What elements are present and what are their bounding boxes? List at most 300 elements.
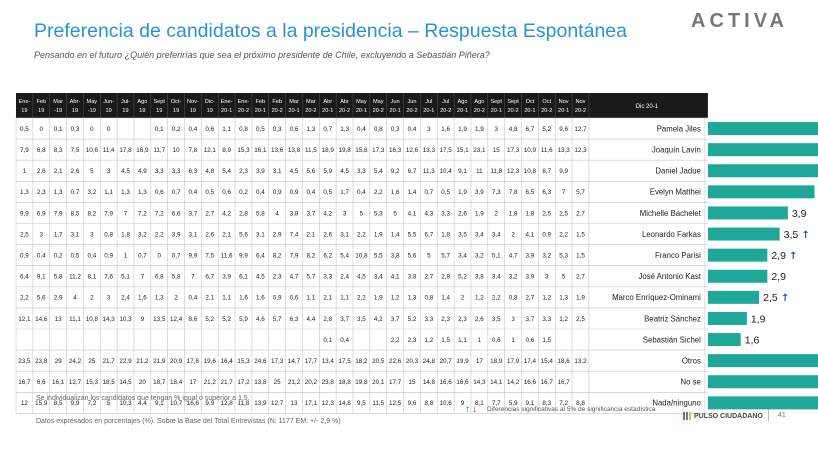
table-cell: 4,5 — [255, 273, 265, 281]
period-header-bottom: 19 — [105, 108, 112, 114]
table-cell: 2,3 — [441, 315, 451, 323]
table-cell: 15,1 — [456, 146, 469, 154]
table-cell: 20,2 — [304, 379, 318, 387]
table-cell: 8,8 — [424, 400, 434, 408]
table-cell: 14,1 — [490, 379, 503, 387]
table-cell: 1,5 — [576, 231, 585, 239]
table-cell: 17,7 — [388, 379, 402, 387]
page-number: 41 — [778, 412, 786, 419]
table-cell: 2,7 — [205, 210, 215, 218]
candidate-name: Leonardo Farkas — [641, 229, 701, 239]
table-cell: 18,4 — [169, 379, 183, 387]
table-cell: 13,9 — [254, 400, 267, 408]
table-cell: 3,9 — [171, 231, 181, 239]
table-cell: 1,7 — [340, 189, 349, 197]
period-header-bottom: -19 — [54, 108, 63, 114]
table-cell: 3,3 — [171, 168, 181, 176]
table-cell: 0,7 — [171, 252, 181, 260]
bar-value-label: 2,5 — [763, 292, 778, 305]
table-cell: 0,6 — [222, 189, 232, 197]
table-cell: 9,9 — [188, 252, 198, 260]
candidate-name: Joaquín Lavín — [651, 145, 701, 155]
period-header-top: Oct — [525, 99, 535, 105]
table-cell: 0,5 — [70, 252, 80, 260]
table-cell: 1,9 — [458, 189, 467, 197]
table-cell: 13,8 — [254, 379, 267, 387]
table-cell: 0 — [157, 252, 161, 260]
table-cell: 4,9 — [137, 168, 147, 176]
table-cell: 0,6 — [289, 294, 299, 302]
table-cell: 7,3 — [491, 189, 501, 197]
table-cell: 19,6 — [203, 357, 216, 365]
table-cell: 17,5 — [338, 357, 351, 365]
table-cell: 17 — [475, 357, 483, 365]
table-cell: 0,4 — [357, 125, 366, 133]
current-bar — [708, 164, 818, 177]
table-cell: 7,4 — [289, 231, 299, 239]
table-cell: 19,8 — [338, 146, 351, 154]
table-cell: 0,5 — [255, 125, 265, 133]
table-cell: 3,5 — [357, 315, 366, 323]
pulso-ciudadano-brand — [683, 412, 763, 420]
footnote-threshold: Se individualizan los candidatos que tengan % igual o superior a 1,5. — [36, 395, 250, 402]
period-header-top: Ene- — [237, 99, 250, 105]
table-cell: 18,9 — [321, 146, 334, 154]
table-cell: 2,2 — [357, 294, 366, 302]
table-cell: 2,2 — [373, 189, 383, 197]
table-cell: 2,2 — [154, 231, 164, 239]
table-cell: 3,9 — [222, 273, 232, 281]
period-header-bottom: 19 — [139, 108, 146, 114]
table-cell: 11,7 — [153, 146, 166, 154]
table-cell: 5,1 — [491, 252, 501, 260]
table-cell: 13,3 — [422, 146, 435, 154]
table-cell: 3,9 — [525, 273, 535, 281]
period-header-top: Jul — [425, 99, 433, 105]
table-cell: 22,6 — [388, 357, 402, 365]
table-cell: 16,1 — [51, 379, 65, 387]
current-bar — [708, 270, 767, 283]
table-cell: 5,6 — [407, 252, 417, 260]
table-cell: 0,6 — [491, 336, 501, 344]
table-cell: 0,2 — [53, 252, 63, 260]
period-header-bottom: 20-1 — [389, 108, 401, 114]
table-cell: 2,6 — [36, 168, 46, 176]
table-cell: 12,8 — [220, 400, 233, 408]
table-cell: 3,4 — [474, 231, 484, 239]
table-cell: 7,8 — [188, 146, 198, 154]
table-cell: 9 — [140, 315, 145, 323]
table-header-bg — [16, 93, 708, 118]
table-cell: 13 — [54, 315, 62, 323]
table-cell: 6,3 — [542, 189, 552, 197]
period-header-top: Nov- — [187, 99, 199, 105]
table-cell: 2,1 — [222, 231, 232, 239]
table-cell: 8,5 — [53, 400, 63, 408]
table-cell: 0,3 — [272, 125, 282, 133]
period-header-bottom: 20-2 — [507, 108, 519, 114]
candidate-name: Michelle Bachelet — [639, 208, 701, 218]
current-period-header: Dic 20-1 — [635, 104, 659, 110]
table-cell: 0,4 — [255, 189, 265, 197]
table-cell: 12,7 — [68, 379, 82, 387]
table-cell: 5,4 — [373, 168, 383, 176]
table-cell: 0,8 — [373, 125, 383, 133]
table-cell: 1,3 — [53, 189, 63, 197]
table-cell: 9,1 — [154, 400, 164, 408]
table-cell: 2,2 — [20, 294, 29, 302]
current-bar — [708, 249, 767, 262]
table-cell: 20,1 — [372, 379, 385, 387]
period-header-bottom: 19 — [21, 108, 28, 114]
table-cell: 1,2 — [390, 294, 400, 302]
table-cell: 17 — [189, 379, 197, 387]
table-cell: 1,9 — [474, 125, 484, 133]
table-cell: 7,2 — [87, 400, 97, 408]
table-cell: 1,1 — [306, 294, 316, 302]
current-bar — [708, 354, 818, 367]
table-cell: 5 — [427, 252, 431, 260]
period-header-bottom: 19 — [189, 108, 197, 114]
table-cell: 18,9 — [490, 357, 503, 365]
table-cell: 16,6 — [186, 400, 200, 408]
table-cell: 1,8 — [121, 231, 130, 239]
table-cell: 6,4 — [20, 273, 29, 281]
table-cell: 5,9 — [508, 400, 518, 408]
table-cell: 2,2 — [357, 231, 366, 239]
period-header-top: Jul- — [121, 99, 131, 105]
table-cell: 2,5 — [576, 315, 585, 323]
table-cell: 1,9 — [373, 231, 383, 239]
current-bar — [708, 206, 788, 219]
page-subtitle: Pensando en el futuro ¿Quién preferirías que sea el próximo presidente de Chile, excluyendo a Sebastián Piñera? — [34, 50, 490, 60]
table-cell: 23,8 — [321, 379, 334, 387]
candidate-name: Daniel Jadue — [655, 166, 701, 176]
table-cell: 8,1 — [87, 273, 97, 281]
table-cell: 2,3 — [272, 273, 282, 281]
table-cell: 1,9 — [474, 210, 484, 218]
table-cell: 12,1 — [18, 315, 31, 323]
candidate-name: Franco Parisi — [654, 250, 701, 260]
significance-up-arrow: ↑ — [801, 229, 810, 241]
table-cell: 2,5 — [542, 210, 552, 218]
period-header-top: Sept — [153, 99, 165, 105]
table-cell: 10,6 — [439, 400, 452, 408]
table-cell: 1 — [477, 336, 482, 344]
table-cell: 0,6 — [289, 125, 299, 133]
table-cell: 2 — [494, 210, 498, 218]
table-cell: 3,1 — [340, 231, 349, 239]
table-cell: 2,6 — [205, 231, 215, 239]
table-cell: 3,9 — [525, 252, 535, 260]
table-cell: 18,5 — [102, 379, 115, 387]
period-header-top: Mar — [289, 99, 299, 105]
table-cell: 8,3 — [542, 400, 552, 408]
table-cell: 9,9 — [20, 210, 29, 218]
table-cell: 6,7 — [205, 273, 215, 281]
table-cell: 16,7 — [540, 379, 553, 387]
table-cell: 6,5 — [525, 189, 535, 197]
table-cell: 2,8 — [441, 273, 451, 281]
table-cell: 25 — [88, 357, 96, 365]
table-cell: 1,6 — [239, 294, 248, 302]
period-header-top: Abr- — [69, 99, 81, 105]
period-header-top: Sept — [490, 99, 502, 105]
table-cell: 5,7 — [441, 252, 451, 260]
period-header-top: Oct — [542, 99, 552, 105]
table-cell: 1,4 — [407, 189, 417, 197]
table-cell: 3 — [39, 231, 44, 239]
period-header-top: May — [372, 99, 384, 105]
table-cell: 21,2 — [287, 379, 301, 387]
table-cell: 4,8 — [508, 125, 518, 133]
table-cell: 7,2 — [559, 400, 569, 408]
period-header-bottom: 20-1 — [254, 108, 266, 114]
table-cell: 8,2 — [272, 252, 282, 260]
current-bar — [708, 143, 818, 156]
table-cell: 2,4 — [340, 273, 349, 281]
significance-legend — [465, 404, 655, 415]
table-cell: 5 — [106, 400, 111, 408]
table-cell: 2,3 — [239, 168, 248, 176]
table-cell: 3,1 — [272, 168, 282, 176]
period-header-top: Jun — [390, 99, 400, 105]
table-cell: 7,2 — [154, 210, 164, 218]
period-header-bottom: 20-1 — [355, 108, 368, 114]
table-cell: 3,3 — [542, 315, 552, 323]
table-cell: 2,5 — [20, 231, 29, 239]
table-cell: 1,8 — [525, 210, 535, 218]
table-cell: 1,3 — [20, 189, 29, 197]
table-cell: 2,1 — [323, 294, 333, 302]
table-cell: 9,6 — [559, 125, 569, 133]
period-header-bottom: 19 — [71, 108, 79, 114]
table-cell: 0,9 — [289, 189, 299, 197]
table-cell: 17,3 — [372, 146, 385, 154]
bar-value-label: 1,9 — [750, 313, 766, 326]
table-cell: 21,7 — [102, 357, 115, 365]
table-cell: 0,4 — [357, 189, 366, 197]
table-cell: 9,9 — [559, 168, 569, 176]
table-cell: 20,3 — [405, 357, 419, 365]
candidate-name: Sebastián Sichel — [642, 335, 701, 345]
table-cell: 2,2 — [491, 294, 501, 302]
table-cell: 4,6 — [255, 315, 265, 323]
table-cell: 16,7 — [557, 379, 570, 387]
table-cell: 0,4 — [188, 125, 198, 133]
period-header-bottom: 20-1 — [423, 108, 435, 114]
table-cell: 7,5 — [205, 252, 215, 260]
table-cell: 6,2 — [323, 252, 333, 260]
table-cell: 3,9 — [474, 189, 484, 197]
table-cell: 17,1 — [304, 400, 318, 408]
table-cell: 4,8 — [205, 168, 215, 176]
table-cell: 4,7 — [289, 273, 299, 281]
table-cell: 4,4 — [137, 400, 147, 408]
bar-value-label: 3,9 — [791, 207, 807, 220]
table-cell: 2 — [460, 294, 465, 302]
table-cell: 3,5 — [491, 315, 501, 323]
table-cell: 0,1 — [53, 125, 63, 133]
table-cell: 5,2 — [458, 273, 467, 281]
table-cell: 1,1 — [340, 294, 349, 302]
table-cell: 1,3 — [340, 125, 349, 133]
table-cell: 10,8 — [523, 168, 537, 176]
table-cell: 16,9 — [136, 146, 149, 154]
table-cell: 16,7 — [18, 379, 31, 387]
period-header-top: Abr — [340, 99, 349, 105]
table-cell: 21,2 — [136, 357, 149, 365]
table-cell: 12 — [20, 400, 28, 408]
table-cell: 16,6 — [523, 379, 537, 387]
table-cell: 5 — [90, 168, 94, 176]
table-cell: 4,2 — [222, 210, 232, 218]
period-header-top: Mar — [306, 99, 316, 105]
table-cell: 20,5 — [372, 357, 385, 365]
table-cell: 14,7 — [287, 357, 301, 365]
table-cell: 3,4 — [458, 252, 467, 260]
table-cell: 23,5 — [18, 357, 31, 365]
table-cell: 10,6 — [85, 146, 98, 154]
table-cell: 11,5 — [304, 146, 317, 154]
table-cell: 1,9 — [576, 294, 585, 302]
footnote-sample: Datos expresados en porcentajes (%). Sobre la Base del Total Entrevistas (N: 1177 EM: +/- 2,9 %) — [36, 418, 341, 425]
table-cell: 7,7 — [491, 400, 501, 408]
table-cell: 3,7 — [306, 210, 316, 218]
table-cell: 2,1 — [53, 168, 63, 176]
current-bar — [708, 228, 780, 241]
table-cell: 5,3 — [559, 252, 569, 260]
table-cell: 3,9 — [255, 168, 265, 176]
period-header-top: May — [86, 99, 98, 105]
table-cell: 10,4 — [439, 168, 452, 176]
table-cell: 8,6 — [188, 315, 198, 323]
table-cell: 2,5 — [559, 210, 569, 218]
table-cell: 2,1 — [205, 294, 215, 302]
table-cell: 6,8 — [36, 146, 46, 154]
period-header-top: May — [356, 99, 367, 105]
period-header-bottom: 19 — [206, 108, 213, 114]
table-cell: 4,3 — [424, 210, 434, 218]
table-cell: 1 — [123, 252, 128, 260]
table-cell: 18,6 — [557, 357, 570, 365]
table-cell: 1,5 — [441, 336, 451, 344]
table-cell: 12,4 — [169, 315, 183, 323]
table-cell: 1,1 — [222, 125, 232, 133]
table-cell: 3,2 — [87, 189, 97, 197]
table-cell: 17,3 — [271, 357, 284, 365]
table-cell: 0,7 — [70, 189, 80, 197]
table-cell: 1,1 — [458, 336, 467, 344]
table-cell: 7,8 — [508, 189, 518, 197]
table-cell: 5,1 — [121, 273, 130, 281]
table-cell: 17,3 — [506, 146, 520, 154]
table-cell: 20,7 — [439, 357, 452, 365]
table-cell: 7 — [140, 273, 145, 281]
table-cell: 3,8 — [474, 273, 484, 281]
significance-legend-text: Diferencias significativas al 5% de significancia estadística — [487, 406, 656, 413]
table-cell: 3,4 — [491, 273, 501, 281]
table-cell: 3 — [342, 210, 347, 218]
table-cell: 19,9 — [456, 357, 469, 365]
table-cell: 17,9 — [506, 357, 520, 365]
table-cell: 7 — [561, 189, 566, 197]
table-cell: 4,2 — [323, 210, 333, 218]
table-cell: 1,9 — [458, 125, 467, 133]
table-cell: 21,2 — [203, 379, 216, 387]
table-cell: 0,2 — [239, 189, 248, 197]
period-header-bottom: 20-2 — [574, 108, 587, 114]
table-cell: 0,3 — [70, 125, 80, 133]
table-cell: 5,3 — [373, 210, 383, 218]
table-cell: 6,9 — [36, 210, 46, 218]
table-cell: 11,8 — [490, 168, 503, 176]
table-cell: 20 — [138, 379, 146, 387]
table-cell: 3,1 — [188, 231, 198, 239]
table-cell: 9,9 — [205, 400, 215, 408]
table-cell: 12,1 — [203, 146, 216, 154]
table-cell: 6,7 — [407, 168, 417, 176]
table-cell: 4,4 — [306, 315, 316, 323]
period-header-top: Oct- — [170, 99, 182, 105]
candidate-name: Pamela Jiles — [656, 124, 701, 134]
table-cell: 0,8 — [424, 294, 434, 302]
table-cell: 1,8 — [441, 231, 451, 239]
table-cell: 24,2 — [68, 357, 82, 365]
table-cell: 14,5 — [119, 379, 132, 387]
period-header-top: Jul — [442, 99, 450, 105]
table-cell: 8,7 — [542, 168, 552, 176]
table-cell: 1,3 — [407, 294, 417, 302]
page-title: Preferencia de candidatos a la presidencia – Respuesta Espontánea — [34, 20, 627, 42]
period-header-bottom: 20-2 — [440, 108, 452, 114]
table-cell: 0,3 — [390, 125, 400, 133]
table-cell: 4,2 — [373, 315, 383, 323]
period-header-top: Feb — [272, 99, 282, 105]
table-cell: 0,7 — [323, 125, 333, 133]
table-cell: 8,2 — [87, 210, 97, 218]
table-cell: 10,8 — [355, 252, 368, 260]
table-cell: 3,2 — [542, 252, 552, 260]
table-cell: 1,4 — [390, 231, 400, 239]
table-cell: 14,2 — [506, 379, 520, 387]
table-cell: 12,3 — [321, 400, 334, 408]
table-cell: 1,1 — [104, 189, 114, 197]
table-cell: 0,4 — [340, 336, 349, 344]
table-cell: 0,9 — [272, 294, 282, 302]
table-cell: 3,4 — [491, 231, 501, 239]
table-cell: 6,6 — [36, 379, 46, 387]
table-cell: 3 — [545, 273, 549, 281]
table-cell: 19,8 — [355, 379, 368, 387]
bar-value-label: 2,9 — [771, 271, 786, 284]
table-cell: 18,7 — [153, 379, 166, 387]
table-cell: 8,3 — [53, 146, 63, 154]
table-cell: 16,6 — [456, 379, 469, 387]
table-cell: 2,8 — [239, 210, 248, 218]
table-cell: 15,9 — [35, 400, 48, 408]
table-cell: 5,6 — [36, 294, 46, 302]
table-cell: 2,3 — [36, 189, 46, 197]
table-cell: 0,6 — [205, 125, 215, 133]
table-cell: 5,2 — [542, 125, 552, 133]
table-cell: 1,1 — [222, 294, 232, 302]
table-cell: 0,5 — [20, 125, 29, 133]
table-cell: 3,3 — [441, 210, 451, 218]
table-cell: 0,5 — [441, 189, 451, 197]
table-cell: 14,3 — [102, 315, 115, 323]
table-cell: 14,6 — [35, 315, 48, 323]
